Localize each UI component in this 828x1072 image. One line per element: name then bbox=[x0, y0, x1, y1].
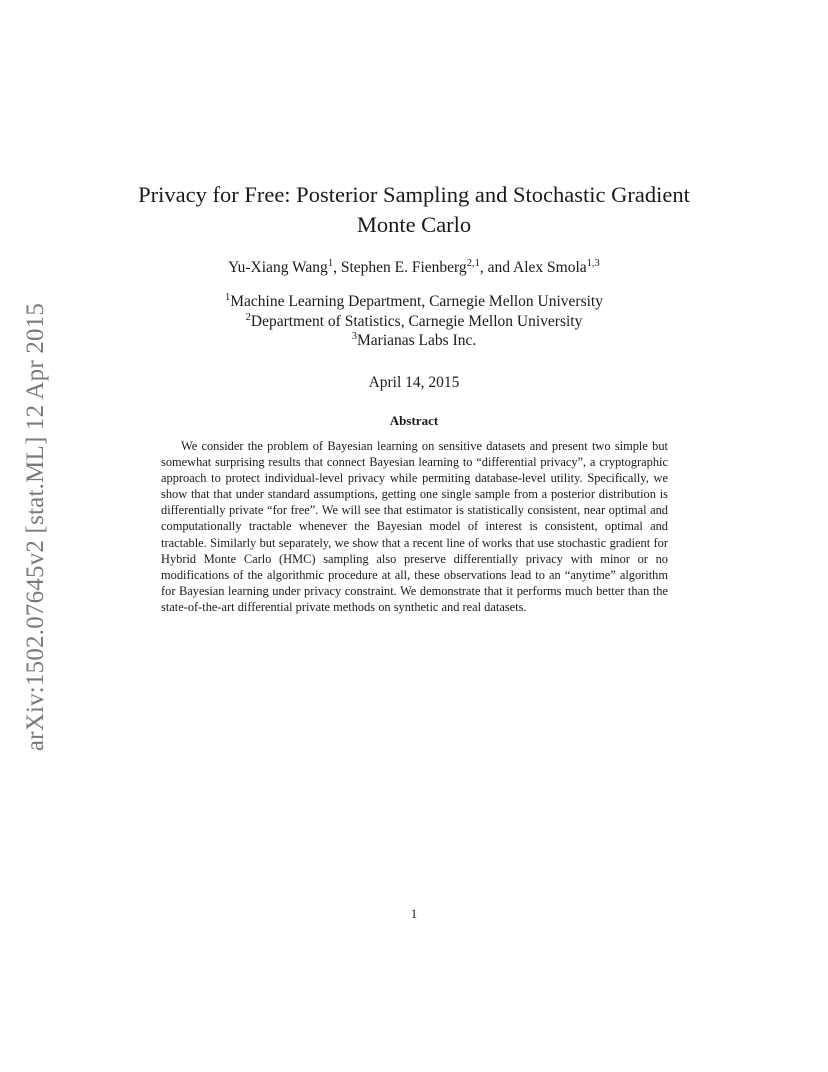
page-number: 1 bbox=[410, 906, 418, 921]
author-separator: , and bbox=[479, 259, 514, 276]
affiliation-text: Machine Learning Department, Carnegie Mellon University bbox=[230, 293, 603, 310]
author-affiliation-mark: 1,3 bbox=[586, 258, 600, 270]
author-name: Yu-Xiang Wang bbox=[228, 259, 328, 276]
author-list bbox=[110, 258, 718, 278]
publication-date: April 14, 2015 bbox=[368, 374, 460, 391]
author-affiliation-mark: 2,1 bbox=[466, 258, 480, 270]
author-name: Alex Smola bbox=[513, 259, 587, 276]
affiliation bbox=[110, 312, 718, 332]
affiliation bbox=[110, 331, 718, 351]
author-affiliation-mark: 1 bbox=[327, 258, 334, 270]
arxiv-identifier-stamp[interactable]: arXiv:1502.07645v2 [stat.ML] 12 Apr 2015 bbox=[22, 302, 49, 752]
affiliation bbox=[110, 292, 718, 312]
author-name: Stephen E. Fienberg bbox=[340, 259, 467, 276]
affiliation-mark: 3 bbox=[351, 331, 358, 343]
affiliation-text: Department of Statistics, Carnegie Mellon University bbox=[250, 312, 583, 330]
abstract-text: We consider the problem of Bayesian learning on sensitive datasets and present two simple but somewhat surprising results that connect Bayesian learning to “differential privacy”, a cryptographic approach to protect individual-level privacy while permiting database-level utility. Specifically, we show that that under standard assumptions, getting one single sample from a posterior distribution is differentially private “for free”. We will see that estimator is statistically consistent, near optimal and computationally tractable whenever the Bayesian model of interest is consistent, optimal and tractable. Similarly but separately, we show that a recent line of works that use stochastic gradient for Hybrid Monte Carlo (HMC) sampling also preserve differentially privacy with minor or no modifications of the algorithmic procedure at all, these observations lead to an “anytime” algorithm for Bayesian learning under privacy constraint. We demonstrate that it performs much better than the state-of-the-art differential private methods on synthetic and real datasets. bbox=[161, 439, 668, 614]
paper-title: Privacy for Free: Posterior Sampling and Stochastic Gradient Monte Carlo bbox=[138, 182, 690, 237]
abstract-heading: Abstract bbox=[389, 413, 439, 428]
affiliation-mark: 1 bbox=[224, 292, 231, 304]
affiliation-mark: 2 bbox=[245, 311, 251, 323]
affiliation-list bbox=[110, 292, 718, 351]
affiliation-text: Marianas Labs Inc. bbox=[357, 332, 477, 349]
author-separator: , bbox=[333, 259, 341, 276]
